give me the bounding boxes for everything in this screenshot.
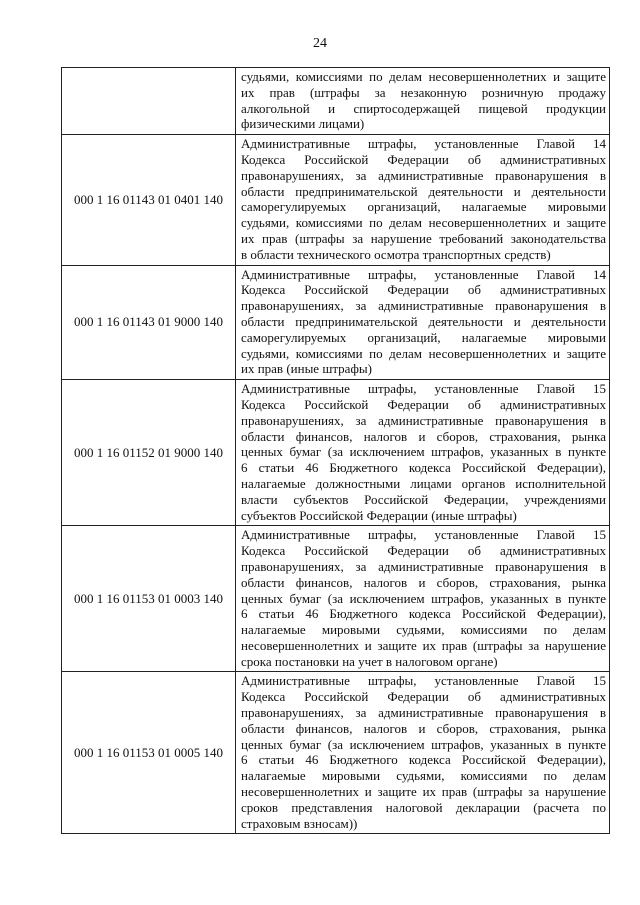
description-line: саморегулируемых организаций, налагаемые мировыми: [241, 199, 606, 215]
description-line: срока постановки на учет в налоговом органе): [241, 653, 498, 669]
description-line: Административные штрафы, установленные Главой 15: [241, 527, 606, 543]
description-line: их прав (штрафы за незаконную розничную продажу: [241, 84, 606, 100]
description-line: налагаемые должностными лицами органов исполнительной: [241, 475, 606, 491]
description-line: налагаемые мировыми судьями, комиссиями по делам: [241, 768, 606, 784]
description-line: Административные штрафы, установленные Главой 15: [241, 673, 606, 689]
description-line: физическими лицами): [241, 116, 365, 132]
table-row: [62, 672, 610, 834]
description-cell: [236, 526, 610, 672]
budget-code-cell: 000 1 16 01153 01 0005 140: [62, 672, 236, 834]
description-line: 6 статьи 46 Бюджетного кодекса Российской Федерации),: [241, 460, 606, 476]
description-line: правонарушениях, за административные правонарушения в: [241, 167, 606, 183]
description-line: судьями, комиссиями по делам несовершеннолетних и защите: [241, 215, 606, 231]
description-line: области финансов, налогов и сборов, страхования, рынка: [241, 428, 606, 444]
description-line: субъектов Российской Федерации (иные штрафы): [241, 507, 517, 523]
budget-code-cell: [62, 68, 236, 135]
description-line: Административные штрафы, установленные Главой 14: [241, 266, 606, 282]
description-line: области финансов, налогов и сборов, страхования, рынка: [241, 720, 606, 736]
description-line: 6 статьи 46 Бюджетного кодекса Российской Федерации),: [241, 752, 606, 768]
budget-code-cell: 000 1 16 01143 01 9000 140: [62, 265, 236, 380]
description-cell: [236, 672, 610, 834]
description-cell: [236, 68, 610, 135]
description-line: правонарушениях, за административные правонарушения в: [241, 705, 606, 721]
description-line: сроков представления налоговой декларации (расчета по: [241, 799, 606, 815]
table-row: [62, 135, 610, 265]
description-line: несовершеннолетних и защите их прав (штрафы за нарушение: [241, 784, 606, 800]
description-line: судьями, комиссиями по делам несовершеннолетних и защите: [241, 345, 606, 361]
description-line: правонарушениях, за административные правонарушения в: [241, 558, 606, 574]
table-row: [62, 526, 610, 672]
description-line: ценных бумаг (за исключением штрафов, указанных в пункте: [241, 736, 606, 752]
table-row: [62, 380, 610, 526]
description-line: несовершеннолетних и защите их прав (штрафы за нарушение: [241, 637, 606, 653]
description-line: области финансов, налогов и сборов, страхования, рынка: [241, 574, 606, 590]
description-line: страховым взносам)): [241, 815, 358, 831]
description-line: правонарушениях, за административные правонарушения в: [241, 412, 606, 428]
description-line: налагаемые мировыми судьями, комиссиями по делам: [241, 622, 606, 638]
budget-codes-table: [61, 67, 610, 834]
table-row: [62, 68, 610, 135]
description-cell: [236, 380, 610, 526]
budget-code-cell: 000 1 16 01143 01 0401 140: [62, 135, 236, 265]
page-number: 24: [313, 36, 327, 51]
description-line: саморегулируемых организаций, налагаемые мировыми: [241, 329, 606, 345]
description-cell: [236, 265, 610, 380]
budget-code-cell: 000 1 16 01152 01 9000 140: [62, 380, 236, 526]
description-line: Административные штрафы, установленные Главой 14: [241, 136, 606, 152]
description-line: Кодекса Российской Федерации об административных: [241, 282, 606, 298]
description-line: их прав (штрафы за нарушение требований законодательства: [241, 230, 606, 246]
description-line: Кодекса Российской Федерации об административных: [241, 151, 606, 167]
description-line: Кодекса Российской Федерации об административных: [241, 689, 606, 705]
description-line: области предпринимательской деятельности и деятельности: [241, 313, 606, 329]
description-line: области предпринимательской деятельности и деятельности: [241, 183, 606, 199]
table-row: [62, 265, 610, 380]
description-line: Административные штрафы, установленные Главой 15: [241, 381, 606, 397]
table-body: [62, 68, 610, 834]
budget-code-cell: 000 1 16 01153 01 0003 140: [62, 526, 236, 672]
description-line: ценных бумаг (за исключением штрафов, указанных в пункте: [241, 590, 606, 606]
description-cell: [236, 135, 610, 265]
description-line: их прав (иные штрафы): [241, 361, 372, 377]
description-line: 6 статьи 46 Бюджетного кодекса Российской Федерации),: [241, 606, 606, 622]
description-line: правонарушениях, за административные правонарушения в: [241, 298, 606, 314]
description-line: Кодекса Российской Федерации об административных: [241, 396, 606, 412]
description-line: в области технического осмотра транспортных средств): [241, 246, 551, 262]
description-line: ценных бумаг (за исключением штрафов, указанных в пункте: [241, 444, 606, 460]
description-line: Кодекса Российской Федерации об административных: [241, 543, 606, 559]
description-line: алкогольной и спиртосодержащей пищевой продукции: [241, 100, 606, 116]
description-line: власти субъектов Российской Федерации, учреждениями: [241, 491, 606, 507]
description-line: судьями, комиссиями по делам несовершеннолетних и защите: [241, 69, 606, 84]
